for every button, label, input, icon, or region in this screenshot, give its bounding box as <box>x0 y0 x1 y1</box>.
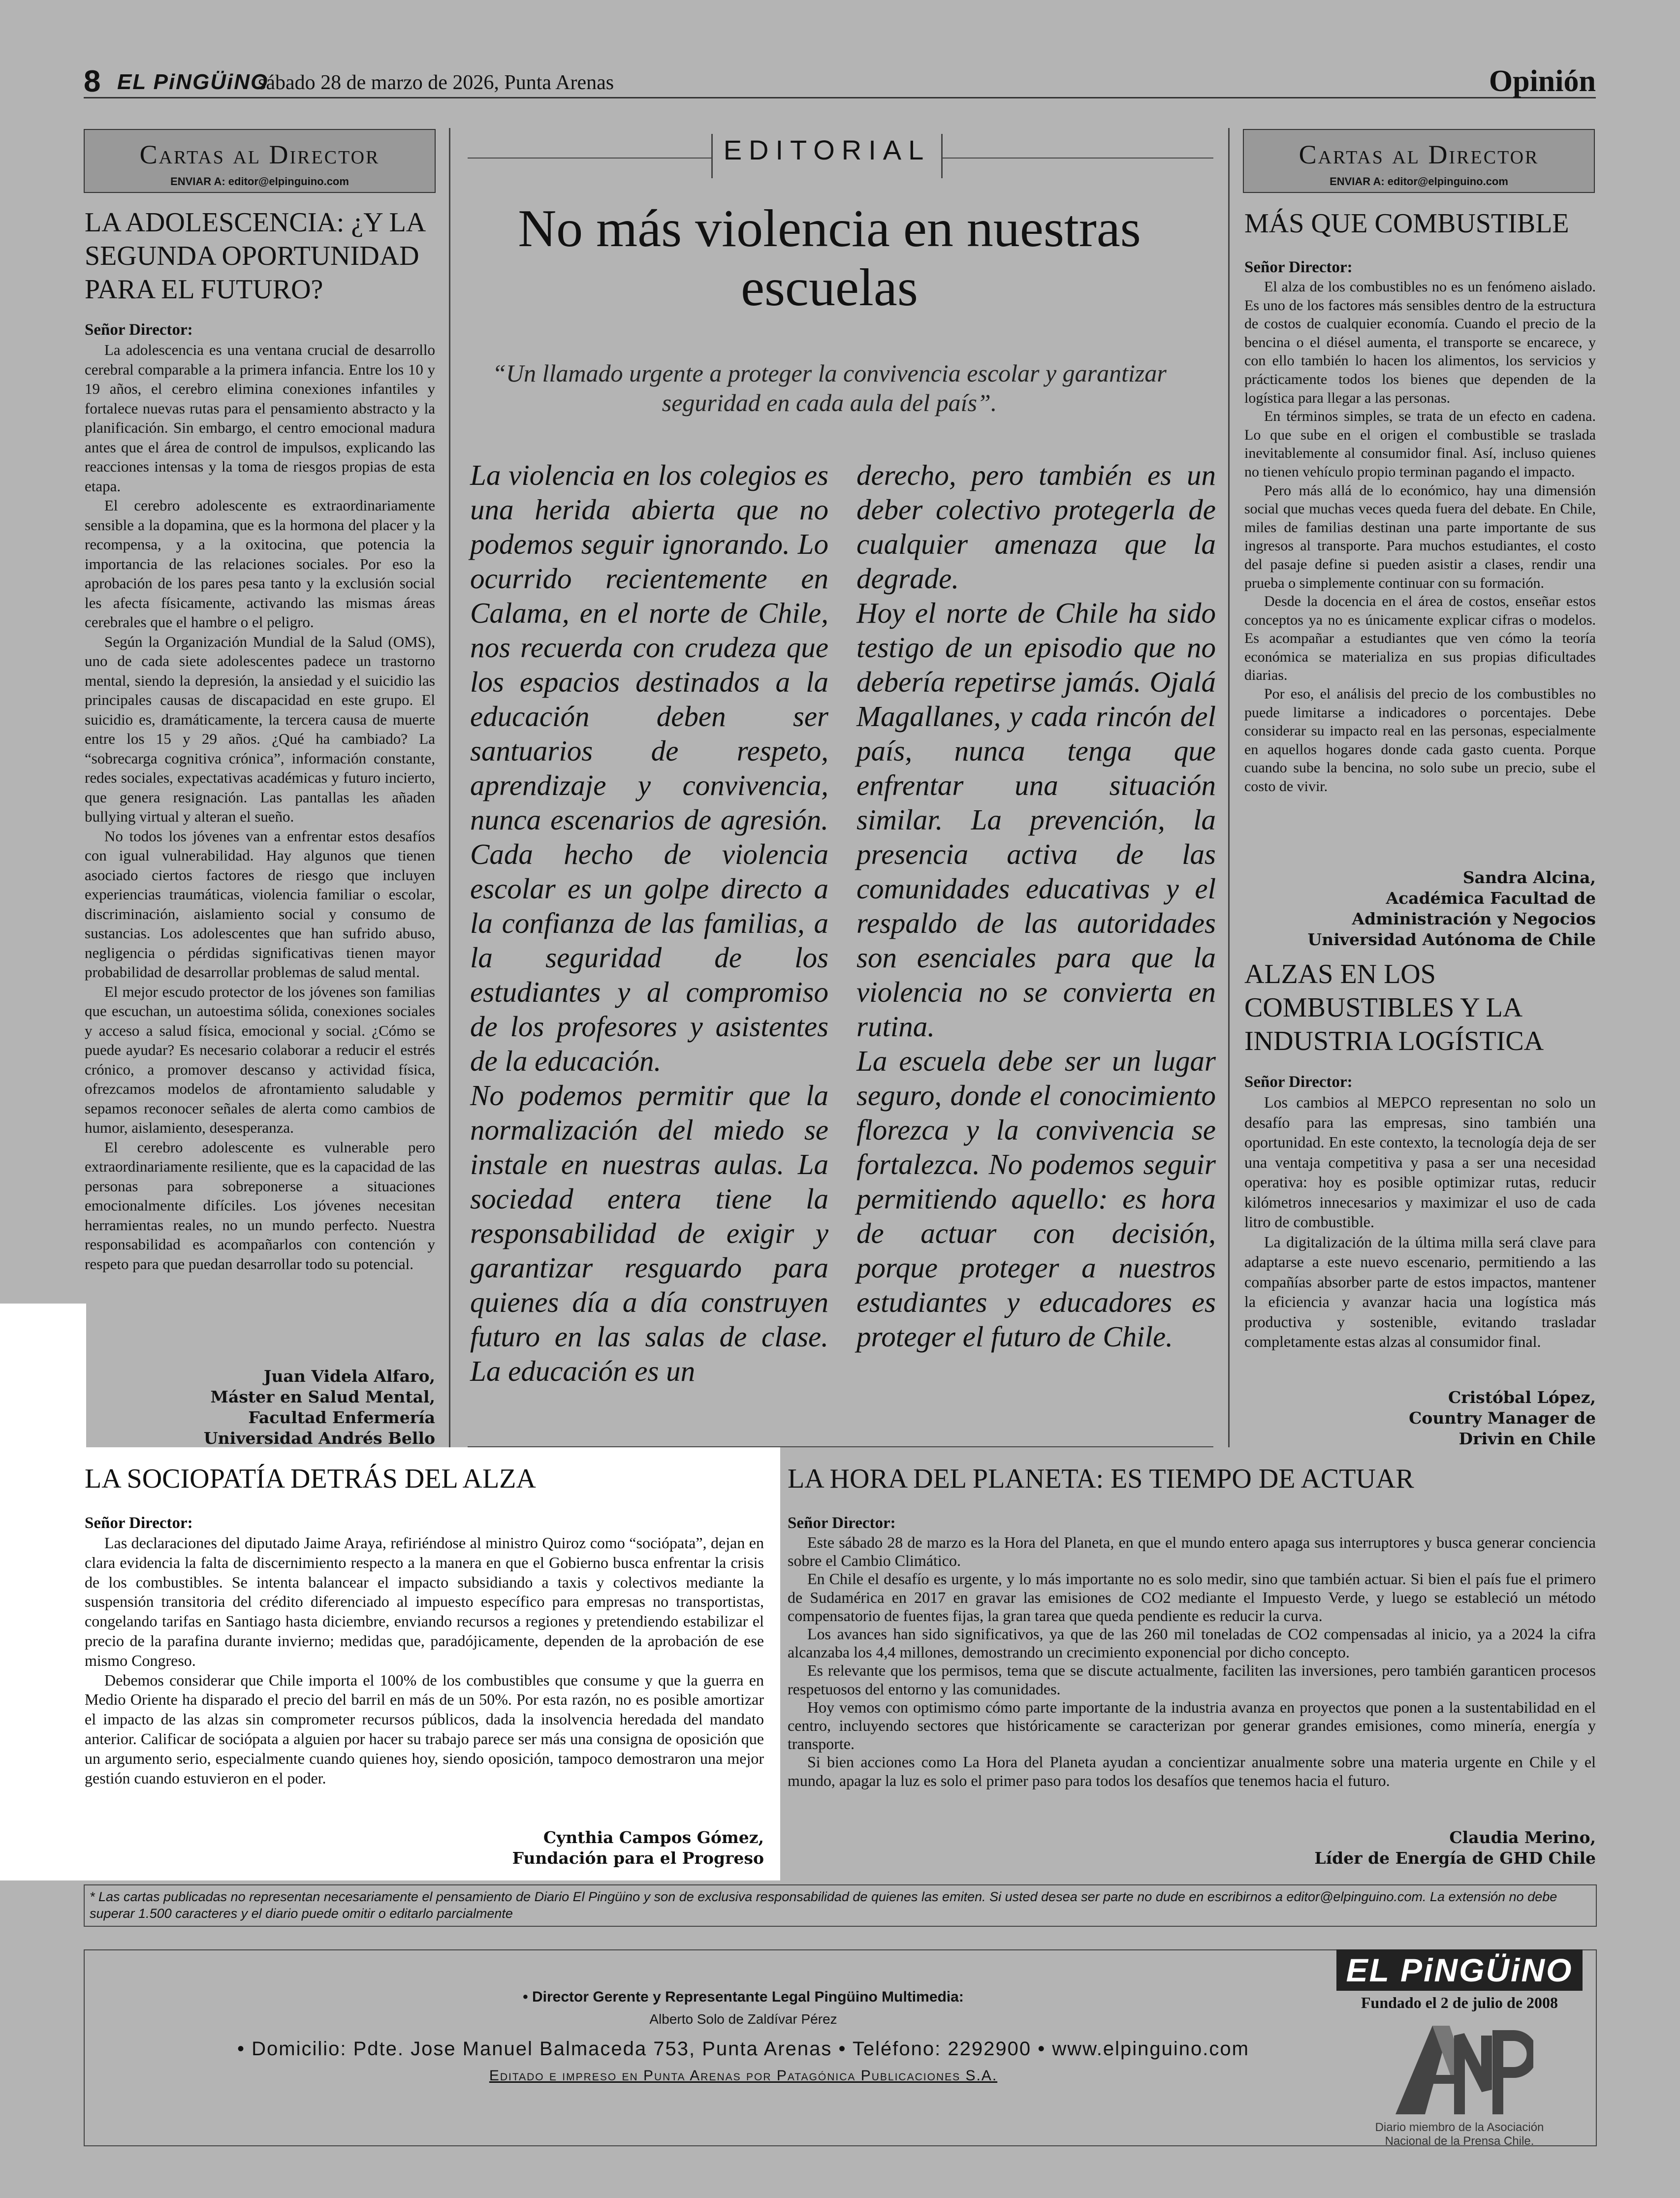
editorial-label-rule <box>943 158 1213 159</box>
cartas-email: ENVIAR A: editor@elpinguino.com <box>1330 175 1508 188</box>
letter-body <box>85 1514 764 1788</box>
cartas-box-right <box>1243 129 1595 193</box>
paragraph: En Chile el desafío es urgente, y lo más importante no es solo medir, sino que también actuar. Si bien el país fue el primero de Sudamérica en 2017 en gravar las emisiones de CO2 mediante el Impuesto Verde, y luego se estableció un método compensatorio de fuentes fijas, la gran tarea que queda pendiente es reducir la curva. <box>788 1570 1596 1625</box>
editorial-paragraph: derecho, pero también es un deber colectivo protegerla de cualquier amenaza que la degrade. <box>856 459 1216 595</box>
paragraph: Es relevante que los permisos, tema que se discute actualmente, faciliten las inversiones, pero también garanticen procesos respetuosos del entorno y las comunidades. <box>788 1661 1596 1698</box>
signature-line: Cristóbal López, <box>1448 1388 1596 1407</box>
paragraph: Según la Organización Mundial de la Salud (OMS), uno de cada siete adolescentes padece un trastorno mental, siendo la depresión, la ansiedad y el suicidio las principales causas de discapacidad en este grupo. El suicidio es, dramáticamente, la tercera causa de muerte entre los 15 y 29 años. ¿Qué ha cambiado? La “sobrecarga cognitiva crónica”, información constante, redes sociales, expectativas académicas y futuro incierto, que genera resignación. Las pantallas les añaden bullying virtual y alteran el sueño. <box>85 633 435 825</box>
letter-body <box>1244 1073 1596 1352</box>
editorial-column-1 <box>470 458 828 1388</box>
editorial-label-rule <box>468 158 711 159</box>
masthead-address: • Domicilio: Pdte. Jose Manuel Balmaceda 753, Punta Arenas • Teléfono: 2292900 • www.elpinguino.com <box>237 2038 1249 2060</box>
editorial-column-2 <box>856 458 1216 1354</box>
paragraph: Si bien acciones como La Hora del Planeta ayudan a concientizar anualmente sobre una materia urgente en Chile y el mundo, apagar la luz es solo el primer paso para todos los desafíos que tenemos hacia el futuro. <box>788 1753 1596 1789</box>
paragraph: El alza de los combustibles no es un fenómeno aislado. Es uno de los factores más sensibles dentro de la estructura de costos de cualquier economía. Cuando el precio de la bencina o el diésel aumenta, el transporte se encarece, y con ello también lo hacen los alimentos, los servicios y prácticamente todos los bienes que dependen de la logística para llegar a las personas. <box>1244 279 1596 406</box>
signature-line: Country Manager de <box>1409 1408 1596 1428</box>
masthead-director-name: Alberto Solo de Zaldívar Pérez <box>649 2011 837 2027</box>
editorial-paragraph: Hoy el norte de Chile ha sido testigo de un episodio que no debería repetirse jamás. Ojalá Magallanes, y cada rincón del país, nunca tenga que enfrentar una situación similar. La prevención, la presencia activa de las comunidades educativas y el respaldo de las autoridades son esenciales para que la violencia no se convierta en rutina. <box>856 597 1216 1043</box>
letter-title: MÁS QUE COMBUSTIBLE <box>1244 208 1569 239</box>
signature <box>1132 1827 1596 1869</box>
signature-line: Claudia Merino, <box>1449 1828 1596 1847</box>
cartas-title: Cartas al Director <box>1299 140 1539 169</box>
editorial-paragraph: La violencia en los colegios es una herida abierta que no podemos seguir ignorando. Lo ocurrido recientemente en Calama, en el norte de Chile, nos recuerda con crudeza que los espacios destinados a la educación deben ser santuarios de respeto, aprendizaje y convivencia, nunca escenarios de agresión. Cada hecho de violencia escolar es un golpe directo a la confianza de las familias, a la seguridad de los estudiantes y al compromiso de los profesores y asistentes de la educación. <box>470 459 828 1077</box>
signature-line: Sandra Alcina, <box>1462 868 1596 887</box>
page-number: 8 <box>84 64 101 98</box>
editorial-paragraph: No podemos permitir que la normalización del miedo se instale en nuestras aulas. La sociedad entera tiene la responsabilidad de exigir y garantizar resguardo para quienes día a día construyen futuro en las salas de clase. La educación es un <box>470 1079 828 1387</box>
editorial-paragraph: La escuela debe ser un lugar seguro, donde el conocimiento florezca y la convivencia se fortalezca. No podemos seguir permitiendo aquello: es hora de actuar con decisión, porque proteger a nuestros estudiantes y educadores es proteger el futuro de Chile. <box>856 1045 1216 1353</box>
signature-line: Líder de Energía de GHD Chile <box>1314 1848 1596 1868</box>
cartas-title: Cartas al Director <box>139 140 380 169</box>
paragraph: Las declaraciones del diputado Jaime Araya, refiriéndose al ministro Quiroz como “sociópata”, dejan en clara evidencia la falta de discernimiento respecto a la manera en que el Gobierno busca enfrentar la crisis de los combustibles. Se intenta balancear el impacto subsidiando a taxis y colectivos mediante la suspensión transitoria del crédito diferenciado al impuesto específico para empresas no transportistas, congelando tarifas en Santiago hasta diciembre, enviando recursos a regiones y pretendiendo estabilizar el precio de la parafina durante invierno; medidas que, paradójicamente, dependen de la aprobación de ese mismo Congreso. <box>85 1534 764 1669</box>
editorial-rule-right <box>1228 128 1230 1447</box>
letter-title: ALZAS EN LOS COMBUSTIBLES Y LA INDUSTRIA LOGÍSTICA <box>1244 959 1544 1056</box>
signature-line: Facultad Enfermería <box>248 1408 435 1427</box>
signature-line: Máster en Salud Mental, <box>210 1387 435 1406</box>
paragraph: El mejor escudo protector de los jóvenes son familias que escuchan, un autoestima sólida, conexiones sociales y acceso a salud física, emocional y social. ¿Cómo se puede ayudar? Es necesario colaborar a reducir el estrés crónico, a promover descanso y actividad física, ofrezcamos modelos de afrontamiento saludable y sepamos reconocer señales de alerta como cambios de humor, aislamiento, desesperanza. <box>85 983 435 1136</box>
paragraph: El cerebro adolescente es extraordinariamente sensible a la dopamina, que es la hormona del placer y la recompensa, y a la oxitocina, que potencia la importancia de las relaciones sociales. Por eso la aprobación de los pares pesa tanto y la exclusión social les afecta físicamente, activando las mismas áreas cerebrales que el hambre o el peligro. <box>85 497 435 631</box>
signature-line: Universidad Andrés Bello <box>203 1429 435 1448</box>
letter-body <box>788 1514 1596 1790</box>
paragraph: En términos simples, se trata de un efecto en cadena. Lo que sube en el origen el combustible se traslada inevitablemente al consumidor final. Así, incluso quienes no tienen vehículo propio terminan pagando el impacto. <box>1244 408 1596 480</box>
masthead-director-line: • Director Gerente y Representante Legal Pingüino Multimedia: <box>523 1989 964 2005</box>
cartas-email: ENVIAR A: editor@elpinguino.com <box>170 175 349 188</box>
paragraph: Hoy vemos con optimismo cómo parte importante de la industria avanza en proyectos que ponen a la sustentabilidad en el centro, incluyendo sectores que históricamente se caracterizan por generar grandes emisiones, como minería, energía y transporte. <box>788 1698 1596 1753</box>
editorial-bottom-rule <box>468 1446 1213 1447</box>
paragraph: Los avances han sido significativos, ya que de las 260 mil toneladas de CO2 compensadas al inicio, ya a 2024 la cifra alcanzaba los 4,4 millones, demostrando un crecimiento exponencial por dicho concepto. <box>788 1625 1596 1661</box>
paragraph: Desde la docencia en el área de costos, enseñar estos conceptos ya no es únicamente explicar cifras o modelos. Es acompañar a estudiantes que ven cómo la teoría económica se materializa en sus propias dificultades diarias. <box>1244 593 1596 684</box>
signature-line: Académica Facultad de <box>1386 889 1596 908</box>
letter-body <box>85 321 435 1274</box>
salutation: Señor Director: <box>1244 258 1353 276</box>
editorial-subtitle: “Un llamado urgente a proteger la convivencia escolar y garantizar seguridad en cada aula del país”. <box>492 359 1167 416</box>
paragraph: La digitalización de la última milla será clave para adaptarse a este nuevo escenario, permitiendo a las compañías absorber parte de estos impactos, mantener la eficiencia y avanzar hacia una logística más productiva y sostenible, evitando trasladar completamente estas alzas al consumidor final. <box>1244 1233 1596 1350</box>
letter-body <box>1244 258 1596 796</box>
paragraph: Los cambios al MEPCO representan no solo un desafío para las empresas, sino también una oportunidad. En este contexto, la tecnología deja de ser una ventaja competitiva y pasa a ser una necesidad operativa: hoy es posible optimizar rutas, reducir kilómetros innecesarios y maximizar el uso de cada litro de combustible. <box>1244 1093 1596 1231</box>
salutation: Señor Director: <box>85 1514 193 1532</box>
section-title: Opinión <box>1489 64 1596 98</box>
letter-title: LA SOCIOPATÍA DETRÁS DEL ALZA <box>85 1464 536 1494</box>
anp-membership-text: Diario miembro de la Asociación Nacional de la Prensa Chile. <box>1375 2121 1544 2148</box>
header-date: sábado 28 de marzo de 2026, Punta Arenas <box>258 71 614 94</box>
white-block-left <box>0 1304 86 1462</box>
letter-title: LA ADOLESCENCIA: ¿Y LA SEGUNDA OPORTUNIDAD PARA EL FUTURO? <box>85 207 425 305</box>
paragraph: Pero más allá de lo económico, hay una dimensión social que muchas veces queda fuera del debate. En Chile, miles de familias destinan una parte importante de sus ingresos al transporte. Para muchos estudiantes, el costo del pasaje define si pueden asistir a clases, rendir una prueba o simplemente continuar con su formación. <box>1244 482 1596 591</box>
brand-logo: EL PiNGÜiNO <box>1336 1949 1583 1991</box>
signature <box>148 1366 435 1449</box>
cartas-box-left <box>84 129 436 193</box>
anp-logo-icon <box>1386 2016 1533 2119</box>
signature <box>1260 867 1596 950</box>
signature-line: Cynthia Campos Gómez, <box>543 1828 764 1847</box>
letter-title: LA HORA DEL PLANETA: ES TIEMPO DE ACTUAR <box>788 1464 1414 1494</box>
signature-line: Fundación para el Progreso <box>512 1848 764 1868</box>
signature-line: Juan Videla Alfaro, <box>263 1367 435 1386</box>
salutation: Señor Director: <box>85 321 193 339</box>
signature-line: Universidad Autónoma de Chile <box>1307 930 1596 949</box>
paragraph: Debemos considerar que Chile importa el 100% de los combustibles que consume y que la guerra en Medio Oriente ha disparado el precio del barril en más de un 50%. Por esta razón, no es posible amortizar el impacto de las alzas sin comprometer recursos públicos, dada la insolvencia heredada del mandato anterior. Calificar de sociópata a alguien por hacer su trabajo parece ser más una consigna de oposición que un argumento serio, especialmente cuando quienes hoy, siendo oposición, tampoco demostraron una mejor gestión cuando estuvieron en el poder. <box>85 1671 764 1787</box>
paragraph: Por eso, el análisis del precio de los combustibles no puede limitarse a indicadores o porcentajes. Debe considerar su impacto real en las personas, especialmente en aquellos hogares donde cada gasto cuenta. Porque cuando sube la bencina, no solo sube un precio, sube el costo de vivir. <box>1244 686 1596 795</box>
footnote: * Las cartas publicadas no representan necesariamente el pensamiento de Diario El Pingüino y son de exclusiva responsabilidad de quienes las emiten. Si usted desea ser parte no dude en escribirnos a editor@elpinguino.com. La extensión no debe superar 1.500 caracteres y el diario puede omitir o editarlo parcialmente <box>84 1884 1597 1927</box>
signature <box>1260 1387 1596 1449</box>
editorial-rule-left <box>449 128 450 1447</box>
paragraph: Este sábado 28 de marzo es la Hora del Planeta, en que el mundo entero apaga sus interruptores y busca generar conciencia sobre el Cambio Climático. <box>788 1533 1596 1570</box>
page-header <box>84 64 1596 98</box>
paragraph: La adolescencia es una ventana crucial de desarrollo cerebral comparable a la primera infancia. Entre los 10 y 19 años, el cerebro elimina conexiones infantiles y fortalece nuevas rutas para el pensamiento abstracto y la planificación. Sin embargo, el centro emocional madura antes que el área de control de impulsos, explicando las reacciones intensas y la toma de riesgos propias de esta etapa. <box>85 341 435 495</box>
salutation: Señor Director: <box>1244 1073 1353 1091</box>
signature-line: Drivin en Chile <box>1458 1429 1596 1448</box>
paragraph: No todos los jóvenes van a enfrentar estos desafíos con igual vulnerabilidad. Hay algunos que tienen asociado ciertos factores de riesgo que incluyen experiencias traumáticas, violencia familiar o escolar, discriminación, aislamiento social y consumo de sustancias. Los adolescentes que han sufrido abuso, negligencia o pérdidas significativas tienen mayor probabilidad de desarrollar problemas de salud mental. <box>85 827 435 981</box>
signature-line: Administración y Negocios <box>1352 909 1596 928</box>
masthead-printed: Editado e impreso en Punta Arenas por Patagónica Publicaciones S.A. <box>489 2068 998 2084</box>
signature <box>345 1827 764 1869</box>
paragraph: El cerebro adolescente es vulnerable pero extraordinariamente resiliente, que es la capacidad de las personas para sobreponerse a situaciones emocionalmente difíciles. Los jóvenes necesitan herramientas reales, no un mundo perfecto. Nuestra responsabilidad es acompañarlos con contención y respeto para que puedan desarrollar todo su potencial. <box>85 1138 435 1273</box>
founded-date: Fundado el 2 de julio de 2008 <box>1361 1994 1558 2011</box>
editorial-label: EDITORIAL <box>723 134 931 165</box>
editorial-title: No más violencia en nuestras escuelas <box>518 199 1141 317</box>
brand-logo-small: EL PiNGÜiNO <box>117 70 269 94</box>
salutation: Señor Director: <box>788 1514 896 1532</box>
